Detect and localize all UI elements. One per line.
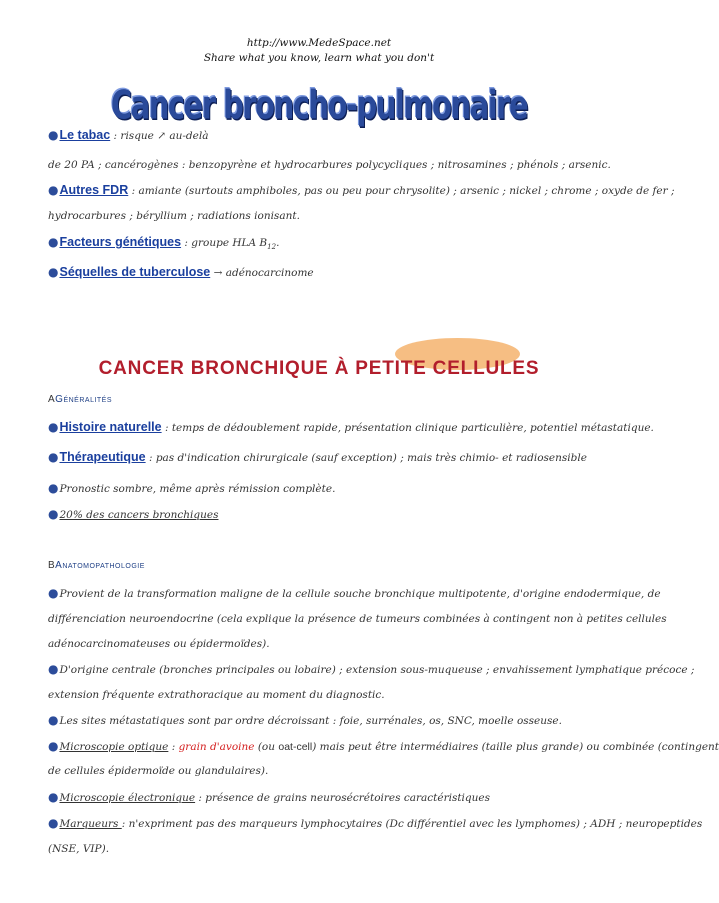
risk-autres-cont: hydrocarbures ; béryllium ; radiations ionisant. <box>48 210 300 222</box>
bullet-icon: ● <box>48 507 59 521</box>
keyword: Histoire naturelle <box>59 420 162 434</box>
bullet-icon: ● <box>48 183 59 197</box>
bullet-icon: ● <box>48 739 59 753</box>
keyword: Autres FDR <box>59 183 129 197</box>
section-heading-b: BAnatomopathologie <box>48 560 145 571</box>
document-title: Cancer broncho-pulmonaire <box>110 82 528 128</box>
bullet-icon: ● <box>48 662 59 676</box>
keyword: Facteurs génétiques <box>59 235 182 249</box>
bullet-icon: ● <box>48 235 59 249</box>
list-item: ●Microscopie optique : grain d'avoine (ou oat-cell) mais peut être intermédiaires (taille plus grande) ou combinée (contingent <box>48 739 719 753</box>
header-url[interactable]: http://www.MedeSpace.net <box>246 37 392 49</box>
risk-genetiques: ●Facteurs génétiques : groupe HLA $B_{12}$. <box>48 235 280 252</box>
bullet-icon: ● <box>48 586 59 600</box>
body-text: risque ↗ au-delà <box>120 130 209 142</box>
list-item: ●Provient de la transformation maligne de la cellule souche bronchique multipotente, d'origine endodermique, de <box>48 586 661 600</box>
risk-tabac-cont: de 20 PA ; cancérogènes : benzopyrène et hydrocarbures polycycliques ; nitrosamines ; phénols ; arsenic. <box>48 159 611 171</box>
risk-tuberculose <box>48 265 608 280</box>
bullet-icon: ● <box>48 420 59 434</box>
bullet-icon: ● <box>48 128 59 142</box>
section-title: CANCER BRONCHIQUE À PETITE CELLULES <box>98 358 540 379</box>
risk-tabac: ●Le tabac : risque ↗ au-delà <box>48 128 209 142</box>
header-tagline: Share what you know, learn what you don't <box>203 52 435 64</box>
bullet-icon: ● <box>48 790 59 804</box>
page-header <box>0 36 638 66</box>
section-heading-a: AGénéralités <box>48 394 113 405</box>
keyword: Le tabac <box>59 128 111 142</box>
list-item: ●Marqueurs : n'expriment pas des marqueurs lymphocytaires (Dc différentiel avec les lymphomes) ; ADH ; neuropeptides <box>48 816 703 830</box>
bullet-icon: ● <box>48 450 59 464</box>
list-item: ●20% des cancers bronchiques <box>48 507 219 521</box>
body-text: amiante (surtouts amphiboles, pas ou peu pour chrysolite) ; arsenic ; nickel ; chrome ; oxyde de fer ; <box>138 185 675 197</box>
list-item-cont: de cellules épidermoïde ou glandulaires). <box>48 765 269 777</box>
list-item-cont: adénocarcinomateuses ou épidermoïdes). <box>48 638 270 650</box>
bullet-icon: ● <box>48 481 59 495</box>
list-item: ●Thérapeutique : pas d'indication chirurgicale (sauf exception) ; mais très chimio- et radiosensible <box>48 450 587 464</box>
body-text: → adénocarcinome <box>213 267 314 279</box>
list-item-cont: différenciation neuroendocrine (cela explique la présence de tumeurs combinées à contingent non à petites cellules <box>48 613 667 625</box>
keyword: Séquelles de tuberculose <box>59 265 211 279</box>
list-item: ●Les sites métastatiques sont par ordre décroissant : foie, surrénales, os, SNC, moelle osseuse. <box>48 713 562 727</box>
list-item: ●Pronostic sombre, même après rémission complète. <box>48 481 336 495</box>
keyword: Thérapeutique <box>59 450 146 464</box>
list-item: ●D'origine centrale (bronches principales ou lobaire) ; extension sous-muqueuse ; envahissement lymphatique précoce ; <box>48 662 695 676</box>
list-item-cont: extension fréquente extrathoracique au moment du diagnostic. <box>48 689 385 701</box>
list-item: ●Microscopie électronique : présence de grains neurosécrétoires caractéristiques <box>48 790 490 804</box>
highlight-text: grain d'avoine <box>178 741 255 753</box>
list-item: ●Histoire naturelle : temps de dédoublement rapide, présentation clinique particulière, potentiel métastatique. <box>48 420 654 434</box>
bullet-icon: ● <box>48 713 59 727</box>
bullet-icon: ● <box>48 816 59 830</box>
risk-autres: ●Autres FDR : amiante (surtouts amphiboles, pas ou peu pour chrysolite) ; arsenic ; nickel ; chrome ; oxyde de fer ; <box>48 183 675 197</box>
list-item-cont: (NSE, VIP). <box>48 843 110 855</box>
bullet-icon: ● <box>48 265 59 279</box>
body-text: groupe HLA B <box>191 237 268 249</box>
